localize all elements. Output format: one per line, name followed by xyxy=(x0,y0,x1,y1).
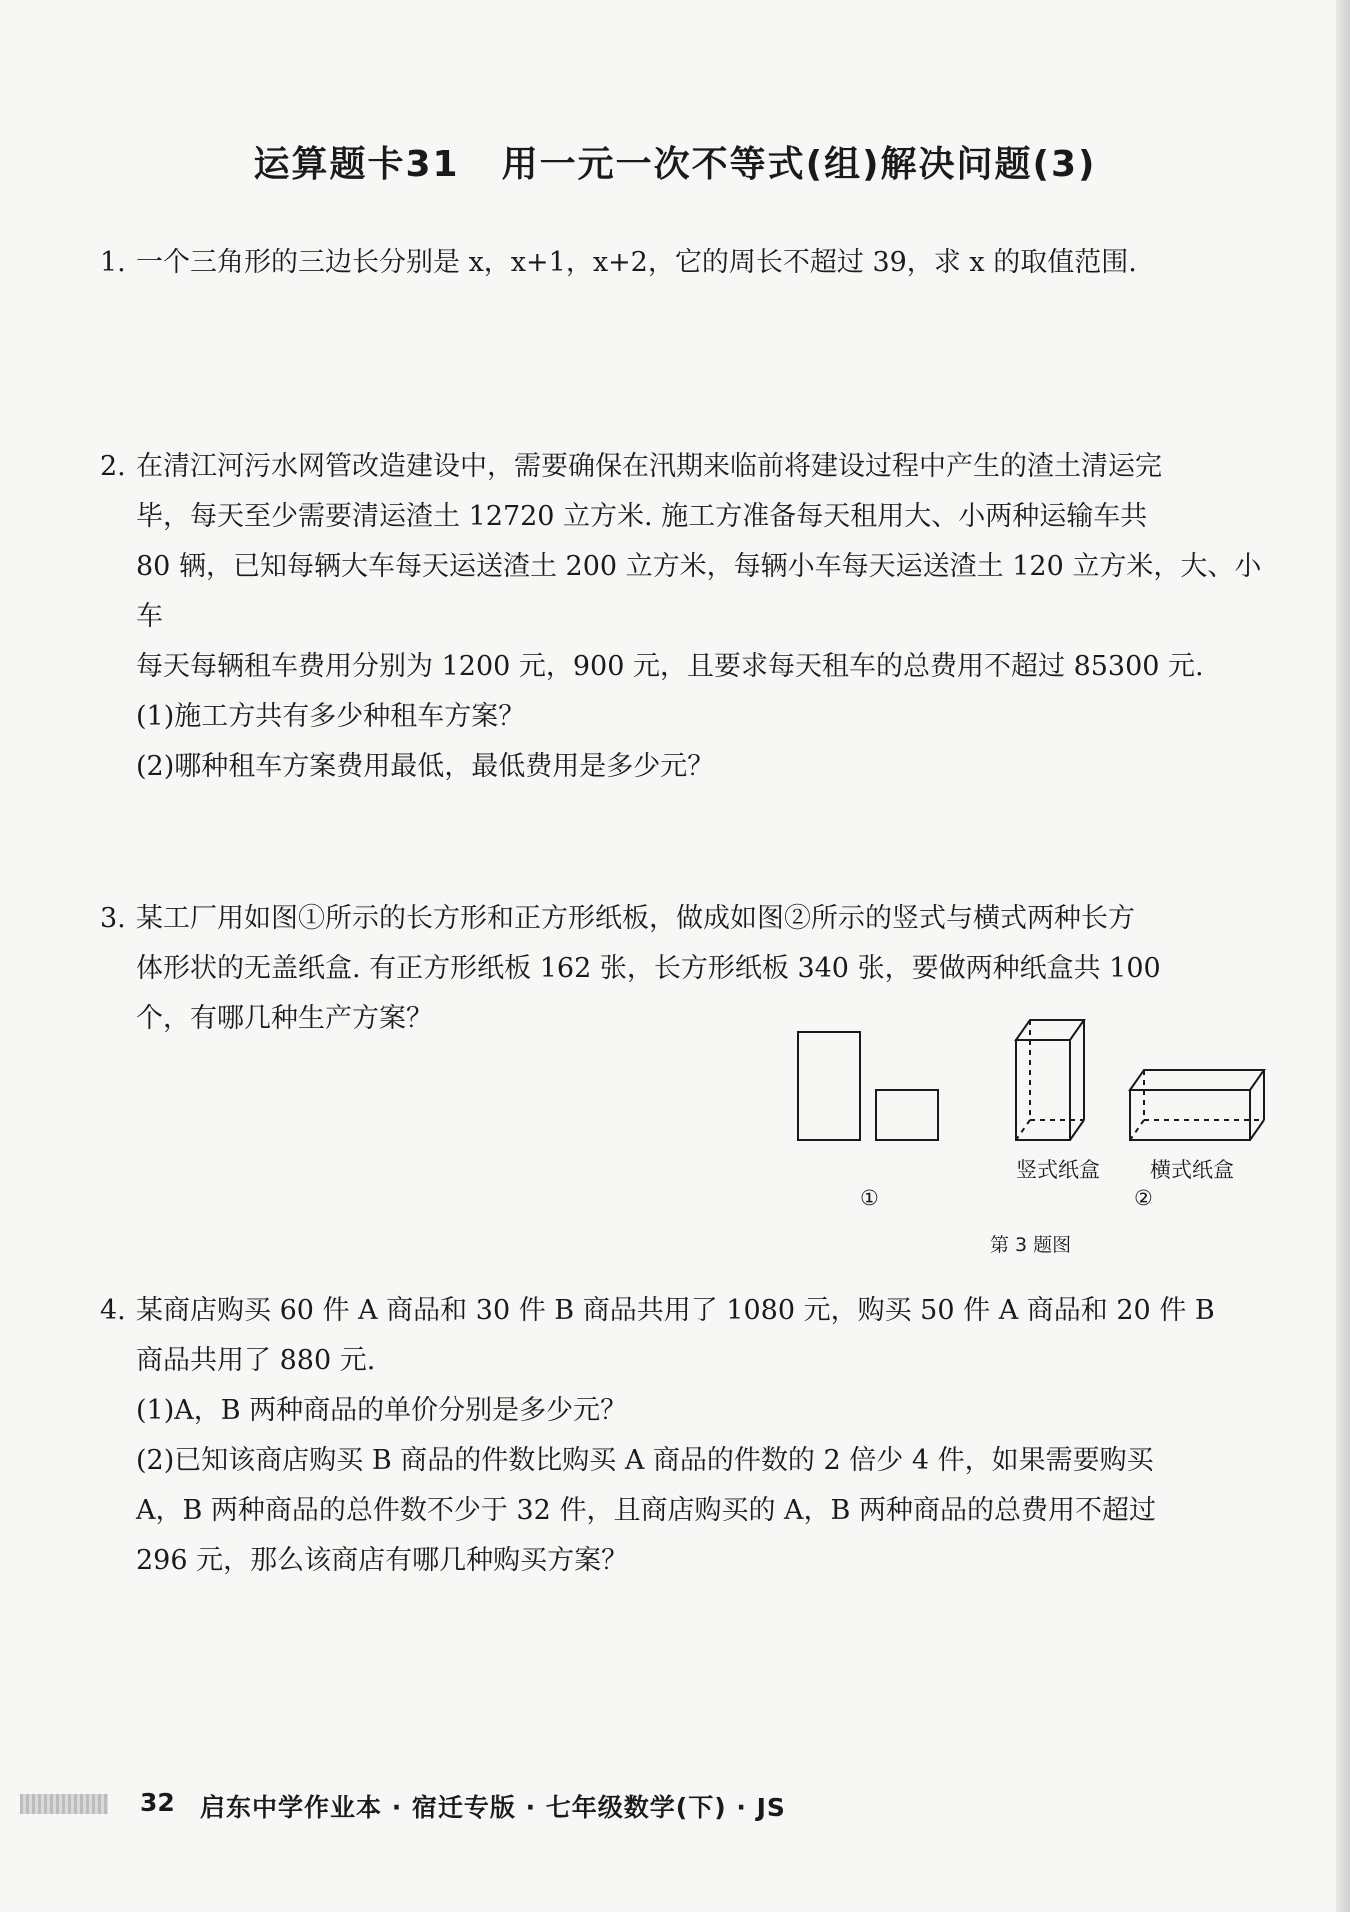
question-line: 每天每辆租车费用分别为 1200 元，900 元，且要求每天租车的总费用不超过 85300 元. xyxy=(136,651,1204,682)
sub-question-2: (2)哪种租车方案费用最低，最低费用是多少元？ xyxy=(136,751,715,782)
question-line: 在清江河污水网管改造建设中，需要确保在汛期来临前将建设过程中产生的渣土清运完 xyxy=(136,451,1162,482)
question-number: 2. xyxy=(100,451,126,482)
question-line: 毕，每天至少需要清运渣土 12720 立方米. 施工方准备每天租用大、小两种运输车共 xyxy=(136,501,1148,532)
sub-question-1: (1)施工方共有多少种租车方案？ xyxy=(136,701,526,732)
question-4 xyxy=(100,1286,1280,1586)
question-1 xyxy=(100,238,1280,288)
sub-question-2-line: (2)已知该商店购买 B 商品的件数比购买 A 商品的件数的 2 倍少 4 件，如果需要购买 xyxy=(136,1445,1154,1476)
figure-1-marker: ① xyxy=(860,1186,879,1210)
question-2 xyxy=(100,442,1280,792)
horizontal-box xyxy=(1130,1070,1264,1140)
square-board xyxy=(876,1090,938,1140)
card-number: 运算题卡31 xyxy=(253,144,460,185)
card-topic: 用一元一次不等式(组)解决问题(3) xyxy=(501,144,1097,185)
page-title xyxy=(0,136,1350,187)
page-number: 32 xyxy=(140,1788,175,1817)
page-edge-shadow xyxy=(1336,0,1350,1912)
figure-caption: 第 3 题图 xyxy=(990,1234,1072,1256)
question-text: 一个三角形的三边长分别是 x，x+1，x+2，它的周长不超过 39，求 x 的取值范围. xyxy=(136,247,1137,278)
question-line: 某工厂用如图①所示的长方形和正方形纸板，做成如图②所示的竖式与横式两种长方 xyxy=(136,903,1135,934)
question-number: 1. xyxy=(100,247,126,278)
figure-2-marker: ② xyxy=(1134,1186,1153,1210)
question-line: 某商店购买 60 件 A 商品和 30 件 B 商品共用了 1080 元，购买 50 件 A 商品和 20 件 B xyxy=(136,1295,1215,1326)
vertical-box-label: 竖式纸盒 xyxy=(1016,1158,1100,1182)
sub-question-1: (1)A，B 两种商品的单价分别是多少元？ xyxy=(136,1395,628,1426)
figure-drawing xyxy=(780,990,1300,1270)
question-number: 4. xyxy=(100,1295,126,1326)
sub-question-2-line: 296 元，那么该商店有哪几种购买方案？ xyxy=(136,1545,629,1576)
question-line: 80 辆，已知每辆大车每天运送渣土 200 立方米，每辆小车每天运送渣土 120 立方米，大、小车 xyxy=(136,551,1262,632)
question-number: 3. xyxy=(100,903,126,934)
rectangle-board xyxy=(798,1032,860,1140)
sub-question-2-line: A，B 两种商品的总件数不少于 32 件，且商店购买的 A，B 两种商品的总费用不超过 xyxy=(136,1495,1156,1526)
vertical-box xyxy=(1016,1020,1084,1140)
question-line: 体形状的无盖纸盒. 有正方形纸板 162 张，长方形纸板 340 张，要做两种纸盒共 100 xyxy=(136,953,1161,984)
publisher-line: 启东中学作业本 · 宿迁专版 · 七年级数学(下) · JS xyxy=(200,1793,786,1822)
page-footer xyxy=(0,1786,1350,1826)
question-line: 个，有哪几种生产方案？ xyxy=(136,1003,433,1034)
footer-decoration xyxy=(20,1794,108,1814)
question-3-figure xyxy=(780,990,1300,1270)
horizontal-box-label: 横式纸盒 xyxy=(1150,1158,1234,1182)
question-line: 商品共用了 880 元. xyxy=(136,1345,376,1376)
